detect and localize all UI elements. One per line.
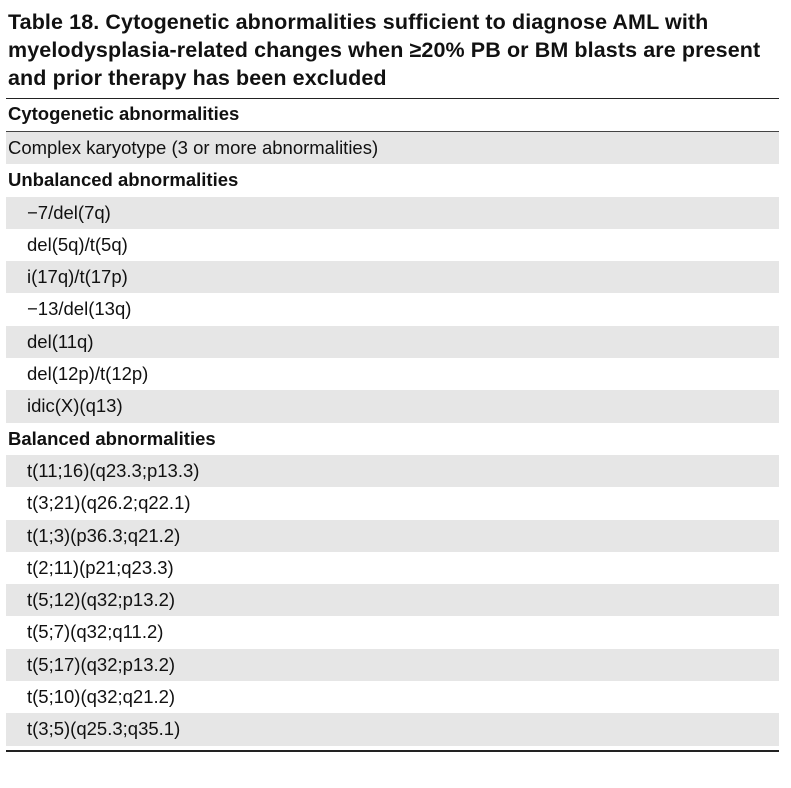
bottom-rule — [6, 750, 779, 752]
table-row: t(5;12)(q32;p13.2) — [6, 584, 779, 616]
table-row: −7/del(7q) — [6, 197, 779, 229]
group-label-unbalanced: Unbalanced abnormalities — [8, 169, 239, 191]
table-row: t(3;21)(q26.2;q22.1) — [27, 492, 191, 514]
table-row: t(1;3)(p36.3;q21.2) — [6, 520, 779, 552]
table-row: i(17q)/t(17p) — [6, 261, 779, 293]
table-row: idic(X)(q13) — [6, 390, 779, 422]
table-row: t(11;16)(q23.3;p13.3) — [6, 455, 779, 487]
table-row: del(11q) — [6, 326, 779, 358]
table-row: del(12p)/t(12p) — [27, 363, 149, 385]
table-row: t(2;11)(p21;q23.3) — [27, 556, 174, 578]
table-row: t(5;10)(q32;q21.2) — [27, 686, 176, 708]
table-row: del(5q)/t(5q) — [27, 233, 128, 255]
table-row: t(5;17)(q32;p13.2) — [6, 649, 779, 681]
column-header: Cytogenetic abnormalities — [8, 103, 240, 124]
table-row: t(3;5)(q25.3;q35.1) — [6, 713, 779, 745]
table-row: t(5;7)(q32;q11.2) — [27, 621, 164, 643]
group-label-balanced: Balanced abnormalities — [8, 427, 216, 449]
table-row: −13/del(13q) — [27, 298, 132, 320]
table-container — [6, 8, 779, 752]
table-title: Table 18. Cytogenetic abnormalities sufficient to diagnose AML with myelodysplasia-related changes when ≥20% PB or BM blasts are present and prior therapy has been excluded — [8, 10, 761, 90]
table-row-complex: Complex karyotype (3 or more abnormalities) — [6, 132, 779, 164]
